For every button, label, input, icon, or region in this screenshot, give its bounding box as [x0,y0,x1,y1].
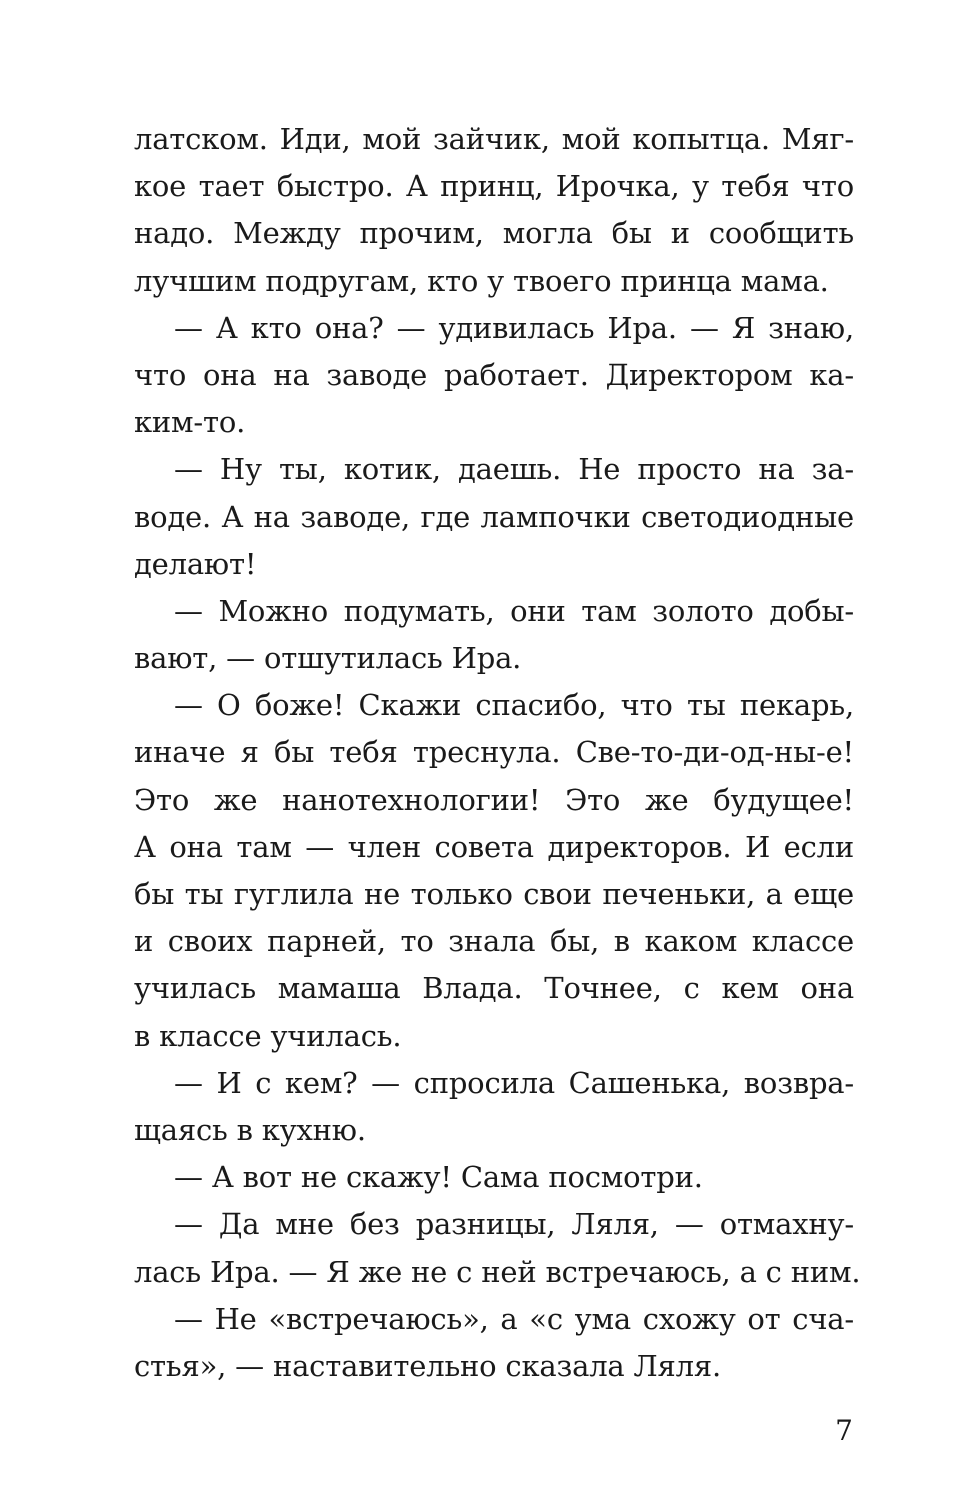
text-line: стья», — наставительно сказала Ляля. [134,1348,721,1383]
text-line: щаясь в кухню. [134,1112,366,1147]
text-line: бы ты гуглила не только свои печеньки, а еще [134,877,854,911]
text-line: делают! [134,546,257,581]
text-line: лучшим подругам, кто у твоего принца мама. [134,263,829,298]
text-line: и своих парней, то знала бы, в каком классе [134,924,854,959]
body-text [134,116,861,1390]
text-line: — О боже! Скажи спасибо, что ты пекарь, [174,688,854,723]
text-line: — Можно подумать, они там золото добы- [174,593,854,628]
text-line: ким-то. [134,405,246,440]
text-line: кое тает быстро. А принц, Ирочка, у тебя что [134,169,854,204]
text-line: лась Ира. — Я же не с ней встречаюсь, а с ним. [134,1254,861,1289]
text-line: А она там — член совета директоров. И если [134,829,854,864]
text-line: латском. Иди, мой зайчик, мой копытца. Мяг- [134,122,854,156]
text-line: что она на заводе работает. Директором ка- [134,357,854,392]
text-line: училась мамаша Влада. Точнее, с кем она [134,971,854,1006]
text-line: — Да мне без разницы, Ляля, — отмахну- [174,1207,854,1242]
text-line: иначе я бы тебя треснула. Све-то-ди-од-ны-е! [134,735,854,770]
text-line: в классе училась. [134,1018,402,1053]
text-line: воде. А на заводе, где лампочки светодиодные [134,499,854,534]
page-number: 7 [835,1414,853,1447]
text-line: — А кто она? — удивилась Ира. — Я знаю, [174,310,854,345]
text-line: вают, — отшутилась Ира. [134,641,522,676]
text-line: — Не «встречаюсь», а «с ума схожу от сча- [174,1301,854,1336]
text-line: Это же нанотехнологии! Это же будущее! [134,782,854,817]
text-line: надо. Между прочим, могла бы и сообщить [134,216,854,251]
text-line: — И с кем? — спросила Сашенька, возвра- [174,1065,854,1100]
text-line: — А вот не скажу! Сама посмотри. [174,1160,703,1195]
text-line: — Ну ты, котик, даешь. Не просто на за- [174,452,854,487]
